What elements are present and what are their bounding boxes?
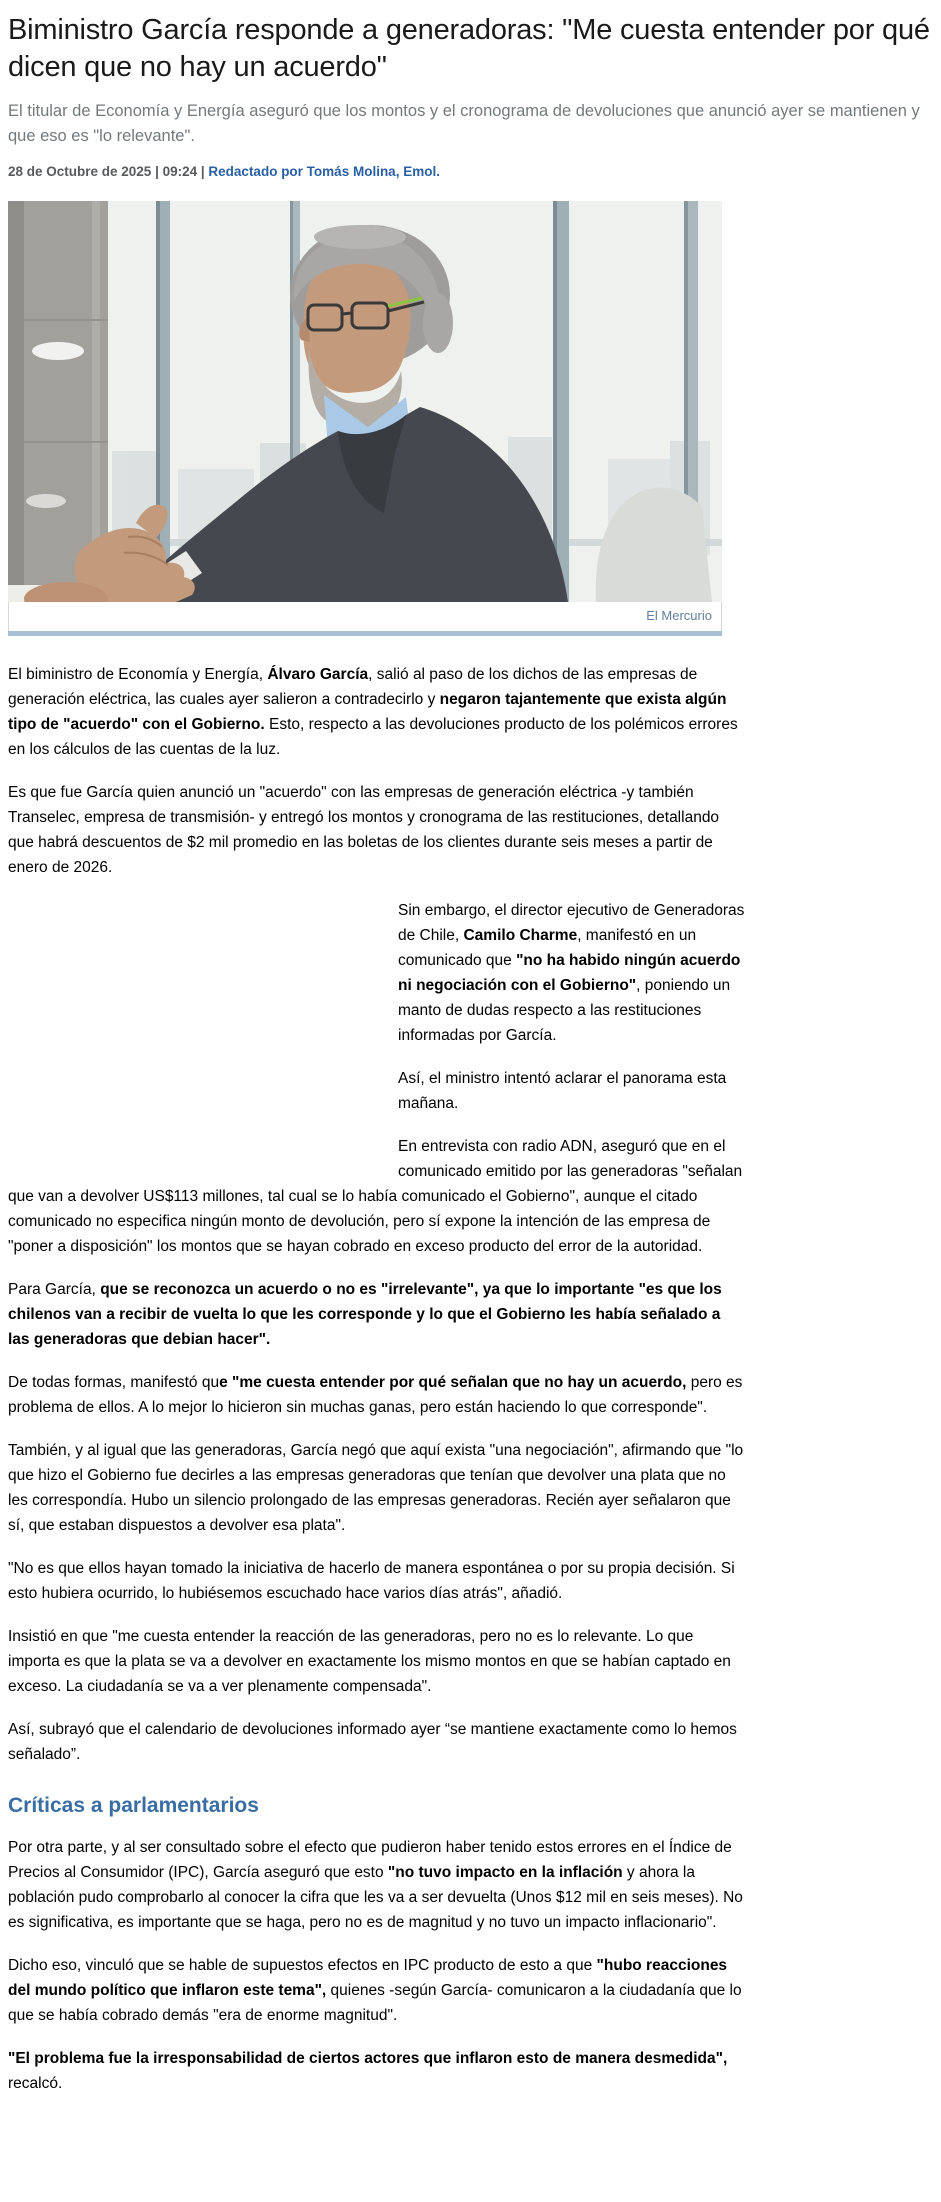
article-date: 28 de Octubre de 2025 | 09:24 | — [8, 164, 205, 179]
article-paragraph: Sin embargo, el director ejecutivo de Generadoras de Chile, Camilo Charme, manifestó en un comunicado que "no ha habido ningún acuerdo ni negociación con el Gobierno", poniendo un manto de dudas respecto a las restituciones informadas por García. — [398, 902, 745, 1044]
article-paragraph: Por otra parte, y al ser consultado sobre el efecto que pudieron haber tenido estos errores en el Índice de Precios al Consumidor (IPC), García aseguró que esto "no tuvo impacto en la inflación y ahora la población pudo comprobarlo al conocer la cifra que les va a ser devuelta (Unos $12 mil en seis meses). No es significativa, es importante que se haga, pero no es de magnitud y no tuvo un impacto inflacionario". — [8, 1839, 743, 1931]
photo-credit: El Mercurio — [8, 602, 722, 631]
figure-accent-bar — [8, 631, 722, 636]
article-photo — [8, 201, 722, 602]
section-heading: Críticas a parlamentarios — [8, 1794, 259, 1817]
article-paragraph: De todas formas, manifestó que "me cuesta entender por qué señalan que no hay un acuerdo, pero es problema de ellos. A lo mejor lo hicieron sin muchas ganas, pero están haciendo lo que corresponde". — [8, 1374, 743, 1416]
article-figure — [8, 201, 722, 636]
article-paragraph: Es que fue García quien anunció un "acuerdo" con las empresas de generación eléctrica -y también Transelec, empresa de transmisión- y entregó los montos y cronograma de las restituciones, detallando que habrá descuentos de $2 mil promedio en las boletas de los clientes durante seis meses a partir de enero de 2026. — [8, 784, 720, 876]
article-paragraph: Así, subrayó que el calendario de devoluciones informado ayer “se mantiene exactamente como lo hemos señalado”. — [8, 1721, 737, 1763]
author-link[interactable]: Redactado por Tomás Molina, Emol. — [208, 164, 440, 179]
ad-placeholder — [8, 898, 391, 1168]
article-paragraph: El biministro de Economía y Energía, Álvaro García, salió al paso de los dichos de las empresas de generación eléctrica, las cuales ayer salieron a contradecirlo y negaron tajantemente que exista algún tipo de "acuerdo" con el Gobierno. Esto, respecto a las devoluciones producto de los polémicos errores en los cálculos de las cuentas de la luz. — [8, 666, 738, 758]
article-paragraph: También, y al igual que las generadoras, García negó que aquí exista "una negociación", afirmando que "lo que hizo el Gobierno fue decirles a las empresas generadoras que tenían que devolver una plata que no les correspondía. Hubo un silencio prolongado de las empresas generadoras. Recién ayer señalaron que sí, que estaban dispuestos a devolver esa plata". — [8, 1442, 744, 1534]
article-paragraph: Así, el ministro intentó aclarar el panorama esta mañana. — [398, 1070, 727, 1112]
article-paragraph: Para García, que se reconozca un acuerdo o no es "irrelevante", ya que lo importante "es que los chilenos van a recibir de vuelta lo que les corresponde y lo que el Gobierno les había señalado a las generadoras que debian hacer". — [8, 1281, 722, 1348]
article-paragraph: En entrevista con radio ADN, aseguró que en el comunicado emitido por las generadoras "señalan que van a devolver US$113 millones, tal cual se lo había comunicado el Gobierno", aunque el citado comunicado no especifica ningún monto de devolución, pero sí expone la intención de las empresa de "poner a disposición" los montos que se hayan cobrado en exceso producto del error de la autoridad. — [8, 1138, 743, 1255]
article-paragraph: Insistió en que "me cuesta entender la reacción de las generadoras, pero no es lo relevante. Lo que importa es que la plata se va a devolver en exactamente los mismo montos en que se habían captado en exceso. La ciudadanía se va a ver plenamente compensada". — [8, 1628, 731, 1695]
article-paragraph: "El problema fue la irresponsabilidad de ciertos actores que inflaron esto de manera desmedida", recalcó. — [8, 2050, 728, 2092]
article-subtitle: El titular de Economía y Energía aseguró que los montos y el cronograma de devoluciones que anunció ayer se mantienen y que eso es "lo relevante". — [8, 102, 920, 145]
article-body — [8, 662, 745, 2096]
article-title: Biministro García responde a generadoras: "Me cuesta entender por qué dicen que no hay un acuerdo" — [8, 14, 930, 83]
article-paragraph: "No es que ellos hayan tomado la iniciativa de hacerlo de manera espontánea o por su propia decisión. Si esto hubiera ocurrido, lo hubiésemos escuchado hace varios días atrás", añadió. — [8, 1560, 735, 1602]
article-byline — [8, 164, 935, 180]
article-paragraph: Dicho eso, vinculó que se hable de supuestos efectos en IPC producto de esto a que "hubo reacciones del mundo político que inflaron este tema", quienes -según García- comunicaron a la ciudadanía que lo que se había cobrado demás "era de enorme magnitud". — [8, 1957, 742, 2024]
